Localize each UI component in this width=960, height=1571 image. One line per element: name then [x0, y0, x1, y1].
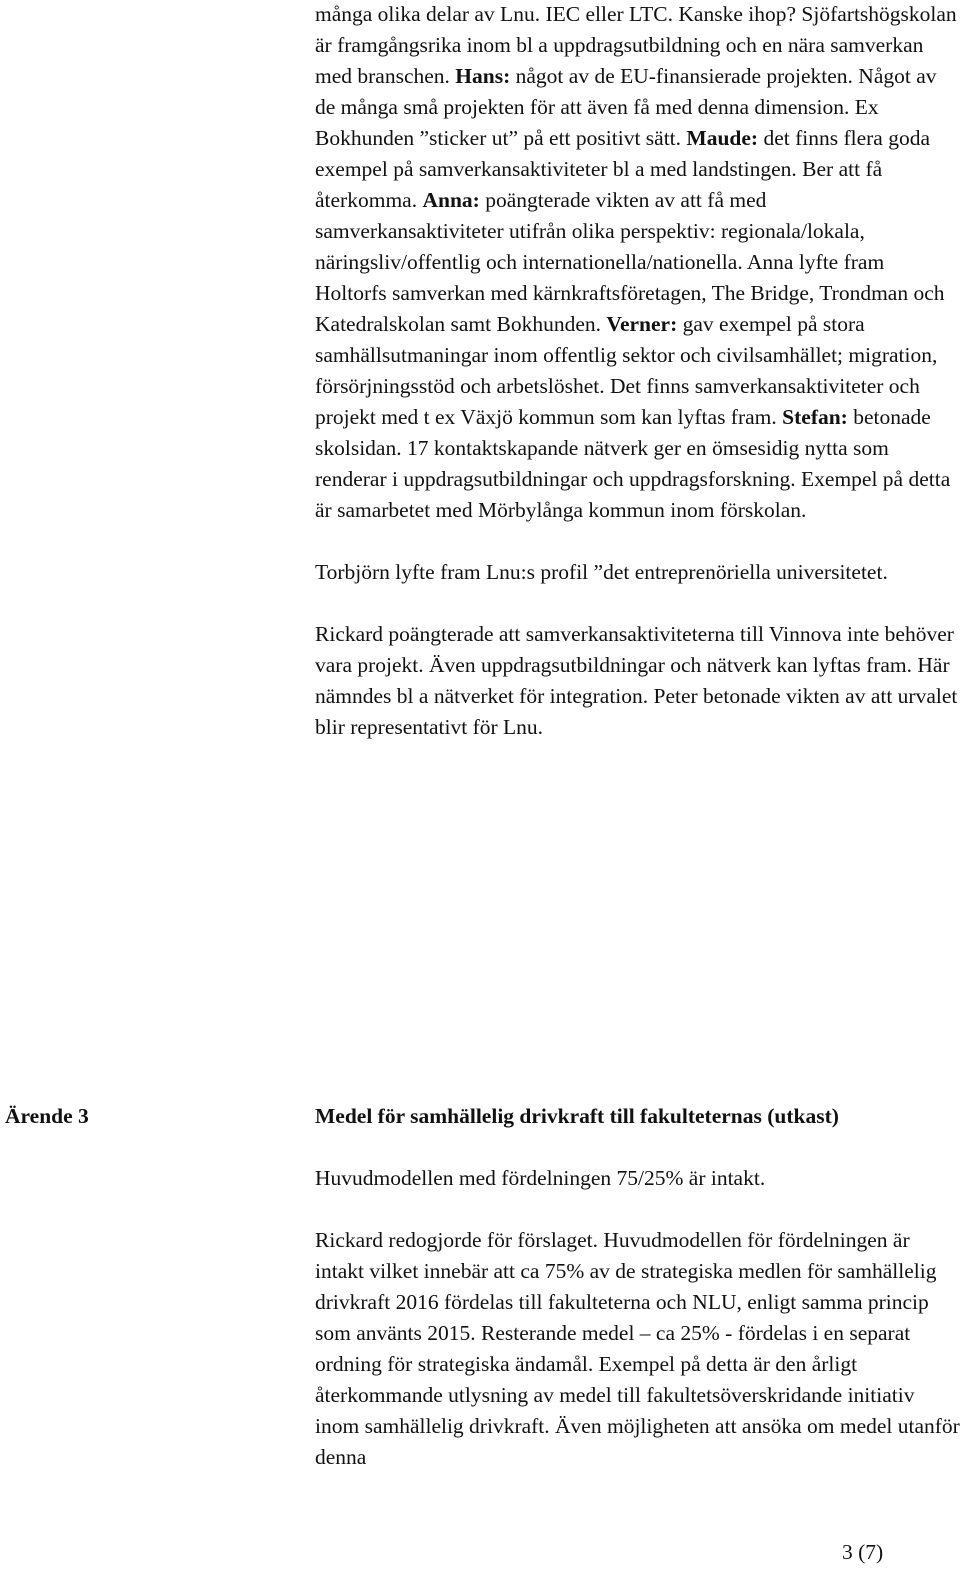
speaker-name: Hans: [455, 64, 511, 88]
rickard-paragraph [315, 619, 960, 743]
text-segment: poängterade vikten av att få med samverkansaktiviteter utifrån olika perspektiv: regionala/lokala, näringsliv/offentlig och internationella/nationella. Anna lyfte fram Holtorfs samverkan med kärnkraftsföretagen, The Bridge, Trondman och Katedralskolan samt Bokhunden. [315, 188, 945, 336]
text-segment: gav exempel på stora samhällsutmaningar inom offentlig sektor och civilsamhället; migration, försörjningsstöd och arbetslöshet. Det finns samverkansaktiviteter och projekt med t ex Växjö kommun som kan lyftas fram. [315, 312, 938, 429]
discussion-paragraph [315, 0, 960, 526]
speaker-name: Stefan: [782, 405, 848, 429]
item-paragraph [315, 1163, 960, 1194]
text-segment: det finns flera goda exempel på samverkansaktiviteter bl a med landstingen. Ber att få återkomma. [315, 126, 931, 212]
item-paragraph [315, 1225, 960, 1473]
top-section [315, 0, 960, 743]
text-segment: Rickard poängterade att samverkansaktiviteterna till Vinnova inte behöver vara projekt. Även uppdragsutbildningar och nätverk kan lyftas fram. Här nämndes bl a nätverket för integration. Peter betonade vikten av att urvalet blir representativt för Lnu. [315, 622, 958, 739]
text-segment: Huvudmodellen med fördelningen 75/25% är intakt. [315, 1166, 766, 1190]
item-label: Ärende 3 [5, 1104, 89, 1128]
page-number: 3 (7) [842, 1540, 884, 1564]
speaker-name: Anna: [422, 188, 480, 212]
speaker-name: Verner: [606, 312, 678, 336]
item-heading: Medel för samhällelig drivkraft till fakulteternas (utkast) [315, 1104, 839, 1128]
torbjorn-paragraph [315, 557, 960, 588]
text-segment: Rickard redogjorde för förslaget. Huvudmodellen för fördelningen är intakt vilket innebär att ca 75% av de strategiska medlen för samhällelig drivkraft 2016 fördelas till fakulteterna och NLU, enligt samma princip som använts 2015. Resterande medel – ca 25% - fördelas i en separat ordning för strategiska ändamål. Exempel på detta är den årligt återkommande utlysning av medel till fakultetsöverskridande initiativ inom samhällelig drivkraft. Även möjligheten att ansöka om medel utanför denna [315, 1228, 960, 1469]
speaker-name: Maude: [686, 126, 759, 150]
text-segment: betonade skolsidan. 17 kontaktskapande nätverk ger en ömsesidig nytta som renderar i uppdragsutbildningar och uppdragsforskning. Exempel på detta är samarbetet med Mörbylånga kommun inom förskolan. [315, 405, 951, 522]
item3-section [315, 1101, 960, 1473]
text-segment: något av de EU-finansierade projekten. Något av de många små projekten för att även få med denna dimension. Ex Bokhunden ”sticker ut” på ett positivt sätt. [315, 64, 937, 150]
text-segment: Torbjörn lyfte fram Lnu:s profil ”det entreprenöriella universitetet. [315, 560, 888, 584]
text-segment: många olika delar av Lnu. IEC eller LTC. Kanske ihop? Sjöfartshögskolan är framgångsrika inom bl a uppdragsutbildning och en nära samverkan med branschen. [315, 2, 957, 88]
